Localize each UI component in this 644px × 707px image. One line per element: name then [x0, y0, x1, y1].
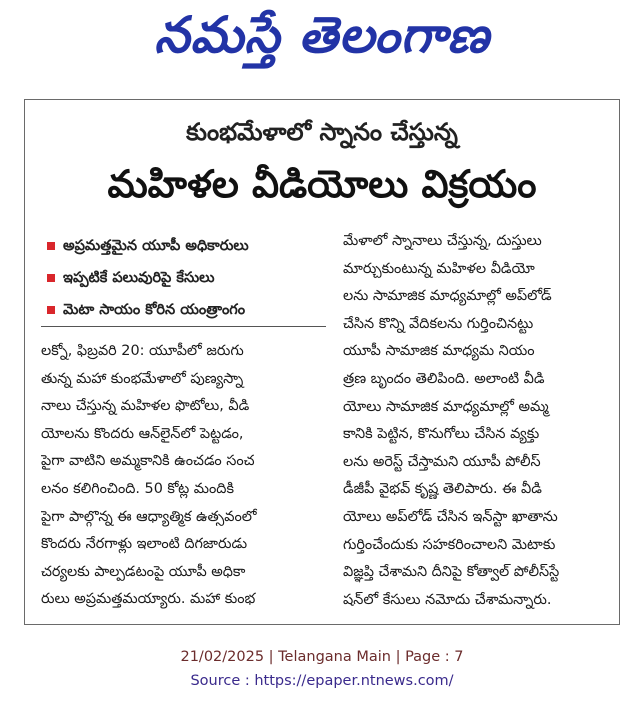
body-line: లను సామాజిక మాధ్యమాల్లో అప్‌లోడ్: [343, 288, 552, 305]
bullet-square-icon: [47, 274, 55, 282]
body-line: యోలు సామాజిక మాధ్యమాల్లో అమ్మ: [343, 398, 549, 415]
body-line: మార్చుకుంటున్న మహిళల వీడియో: [343, 260, 535, 277]
publication-info: 21/02/2025 | Telangana Main | Page : 7: [180, 649, 464, 665]
highlight-item: [45, 230, 335, 262]
body-line: లనం కలిగించింది. 50 కోట్ల మందికి: [41, 480, 234, 497]
body-line: గుర్తించేందుకు సహకరించాలని మెటాకు: [343, 536, 556, 553]
highlight-text: అప్రమత్తమైన యూపీ అధికారులు: [63, 238, 249, 254]
clipping-footer: [0, 645, 644, 693]
bullet-square-icon: [47, 306, 55, 314]
body-line: లను అరెస్ట్ చేస్తామని యూపీ పోలీస్: [343, 453, 541, 470]
body-line: కొందరు నేరగాళ్లు ఇలాంటి దిగజారుడు: [41, 536, 248, 553]
section-divider: [41, 326, 326, 327]
body-line: కానికి పెట్టిన, కొనుగోలు చేసిన వ్యక్తు: [343, 426, 540, 443]
body-line: మేళాలో స్నానాలు చేస్తున్న, దుస్తులు: [343, 233, 542, 249]
highlights-list: [45, 230, 335, 326]
article-column-right: [343, 228, 615, 614]
article-headline: మహిళల వీడియోలు విక్రయం: [107, 162, 537, 206]
highlight-item: [45, 262, 335, 294]
body-line: నాలు చేస్తున్న మహిళల ఫొటోలు, వీడి: [41, 398, 250, 415]
highlight-text: ఇప్పటికే పలువురిపై కేసులు: [63, 270, 215, 286]
highlight-item: [45, 294, 335, 326]
body-line: యోలను కొందరు ఆన్‌లైన్‌లో పెట్టడం,: [41, 425, 244, 442]
masthead: [0, 0, 644, 78]
news-clipping: [24, 99, 620, 625]
body-line: తున్న మహా కుంభమేళాలో పుణ్యస్నా: [41, 370, 244, 387]
body-line: రులు అప్రమత్తమయ్యారు. మహా కుంభ: [41, 591, 256, 608]
body-line: షన్‌లో కేసులు నమోదు చేశామన్నారు.: [343, 591, 552, 608]
article-kicker: కుంభమేళాలో స్నానం చేస్తున్న: [186, 118, 458, 146]
article-column-left: [41, 338, 326, 614]
body-line: చర్యలకు పాల్పడటంపై యూపీ అధికా: [41, 563, 246, 580]
masthead-logo: నమస్తే తెలంగాణ: [154, 6, 490, 64]
body-line: విజ్ఞప్తి చేశామని దీనిపై కోత్వాల్ పోలీస్‌స్టే: [343, 564, 560, 581]
source-link[interactable]: Source : https://epaper.ntnews.com/: [190, 673, 454, 689]
body-line: యోలు అప్‌లోడ్ చేసిన ఇన్‌స్టా ఖాతాను: [343, 508, 558, 525]
body-line: లక్నో, ఫిబ్రవరి 20: యూపీలో జరుగు: [41, 343, 244, 359]
bullet-square-icon: [47, 242, 55, 250]
body-line: పైగా వాటిని అమ్మకానికి ఉంచడం సంచ: [41, 453, 255, 470]
body-line: డీజీపీ వైభవ్ కృష్ణ తెలిపారు. ఈ వీడి: [343, 481, 542, 498]
body-line: చేసిన కొన్ని వేదికలను గుర్తించినట్టు: [343, 315, 534, 332]
body-line: పైగా పాల్గొన్న ఈ ఆధ్యాత్మిక ఉత్సవంలో: [41, 508, 257, 525]
body-line: యూపీ సామాజిక మాధ్యమ నియం: [343, 343, 535, 360]
body-line: త్రణ బృందం తెలిపింది. అలాంటి వీడి: [343, 370, 545, 387]
highlight-text: మెటా సాయం కోరిన యంత్రాంగం: [63, 302, 246, 318]
